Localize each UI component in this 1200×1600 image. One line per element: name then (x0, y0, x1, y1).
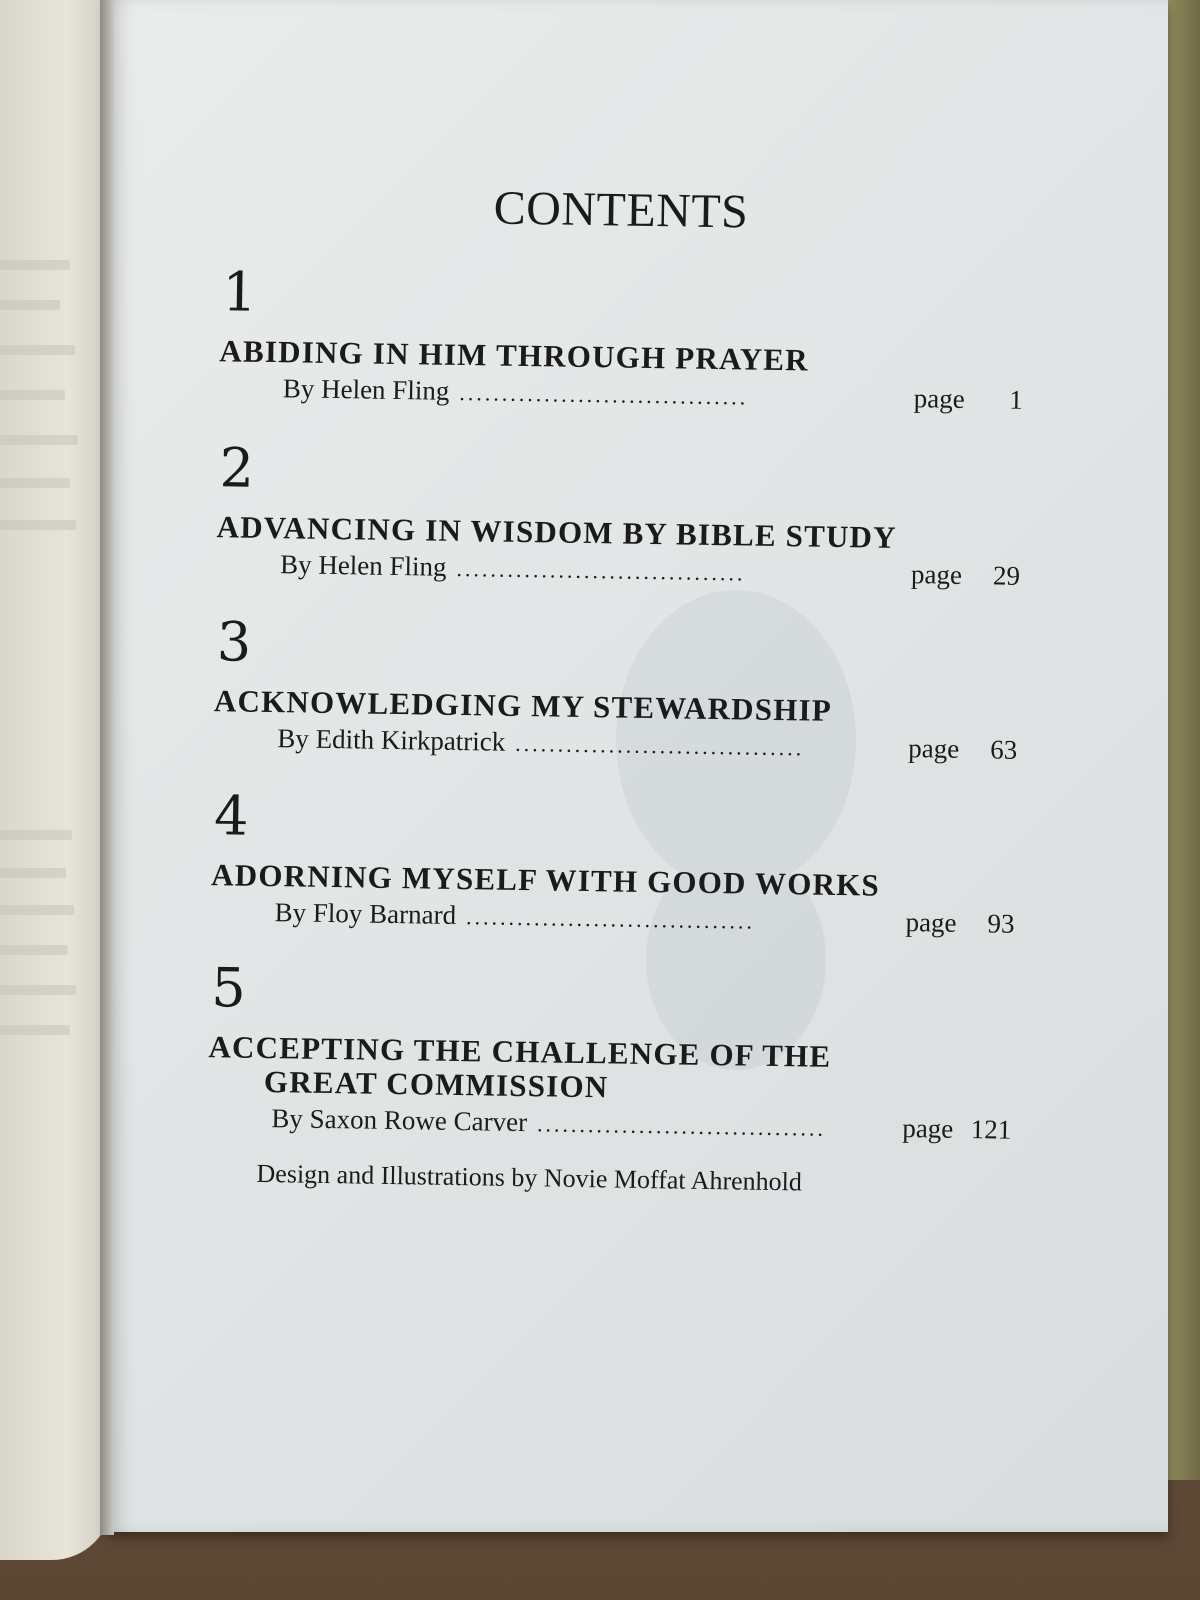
chapter-entry (207, 956, 1012, 1146)
dot-leader: .................................. (536, 1111, 827, 1141)
left-page-text-ghost (0, 478, 70, 488)
left-page-text-ghost (0, 868, 66, 878)
dot-leader: .................................. (456, 555, 746, 586)
chapter-title: ACKNOWLEDGING MY STEWARDSHIP (213, 683, 833, 728)
page-label: page (913, 383, 966, 414)
chapter-byline (277, 723, 1017, 766)
left-page-text-ghost (0, 345, 75, 355)
chapter-title: ADVANCING IN WISDOM BY BIBLE STUDY (216, 509, 898, 555)
chapter-byline (280, 549, 1020, 592)
chapter-entry (210, 784, 1015, 940)
illustration-credit: Design and Illustrations by Novie Moffat Ahrenhold (256, 1158, 803, 1197)
page-label: page (902, 1113, 954, 1144)
chapter-author: By Saxon Rowe Carver (271, 1103, 528, 1138)
chapter-number: 4 (213, 784, 249, 848)
left-page-text-ghost (0, 1025, 70, 1035)
chapter-author: By Helen Fling (282, 373, 450, 406)
page-number: 121 (970, 1114, 1012, 1145)
dot-leader: .................................. (459, 379, 749, 410)
chapter-title-continued: GREAT COMMISSION (263, 1063, 609, 1105)
chapter-number: 3 (216, 610, 252, 674)
chapter-entry (216, 436, 1021, 592)
page-label: page (910, 559, 963, 590)
page-number: 29 (992, 560, 1021, 591)
chapter-byline (274, 897, 1014, 940)
chapter-title: ACCEPTING THE CHALLENGE OF THE (208, 1029, 832, 1074)
left-page-text-ghost (0, 435, 78, 445)
left-page-text-ghost (0, 260, 70, 270)
page-title: CONTENTS (493, 181, 749, 239)
left-page-text-ghost (0, 390, 65, 400)
page-label: page (905, 907, 957, 938)
chapter-entry (213, 610, 1018, 766)
chapter-author: By Edith Kirkpatrick (277, 723, 506, 757)
page-gutter (100, 0, 114, 1535)
left-page-text-ghost (0, 520, 76, 530)
chapter-author: By Floy Barnard (274, 897, 457, 930)
page-content (93, 0, 1179, 1541)
chapter-number: 5 (210, 956, 247, 1020)
page-label: page (908, 733, 960, 764)
chapter-number: 2 (219, 436, 255, 500)
chapter-byline (283, 373, 1023, 416)
left-page-text-ghost (0, 905, 74, 915)
left-page-text-ghost (0, 945, 68, 955)
chapter-title: ABIDING IN HIM THROUGH PRAYER (219, 333, 810, 378)
contents-page (106, 0, 1168, 1532)
left-page-text-ghost (0, 300, 60, 310)
dot-leader: .................................. (515, 730, 805, 761)
left-page-text-ghost (0, 985, 76, 995)
page-number: 63 (990, 734, 1018, 765)
page-number: 1 (1009, 384, 1024, 415)
chapter-title: ADORNING MYSELF WITH GOOD WORKS (210, 857, 881, 903)
chapter-entry (219, 260, 1024, 416)
chapter-author: By Helen Fling (279, 549, 447, 582)
chapter-number: 1 (221, 260, 258, 324)
page-number: 93 (987, 908, 1015, 939)
chapter-byline (271, 1103, 1011, 1146)
dot-leader: .................................. (465, 904, 756, 934)
left-page-text-ghost (0, 830, 72, 840)
